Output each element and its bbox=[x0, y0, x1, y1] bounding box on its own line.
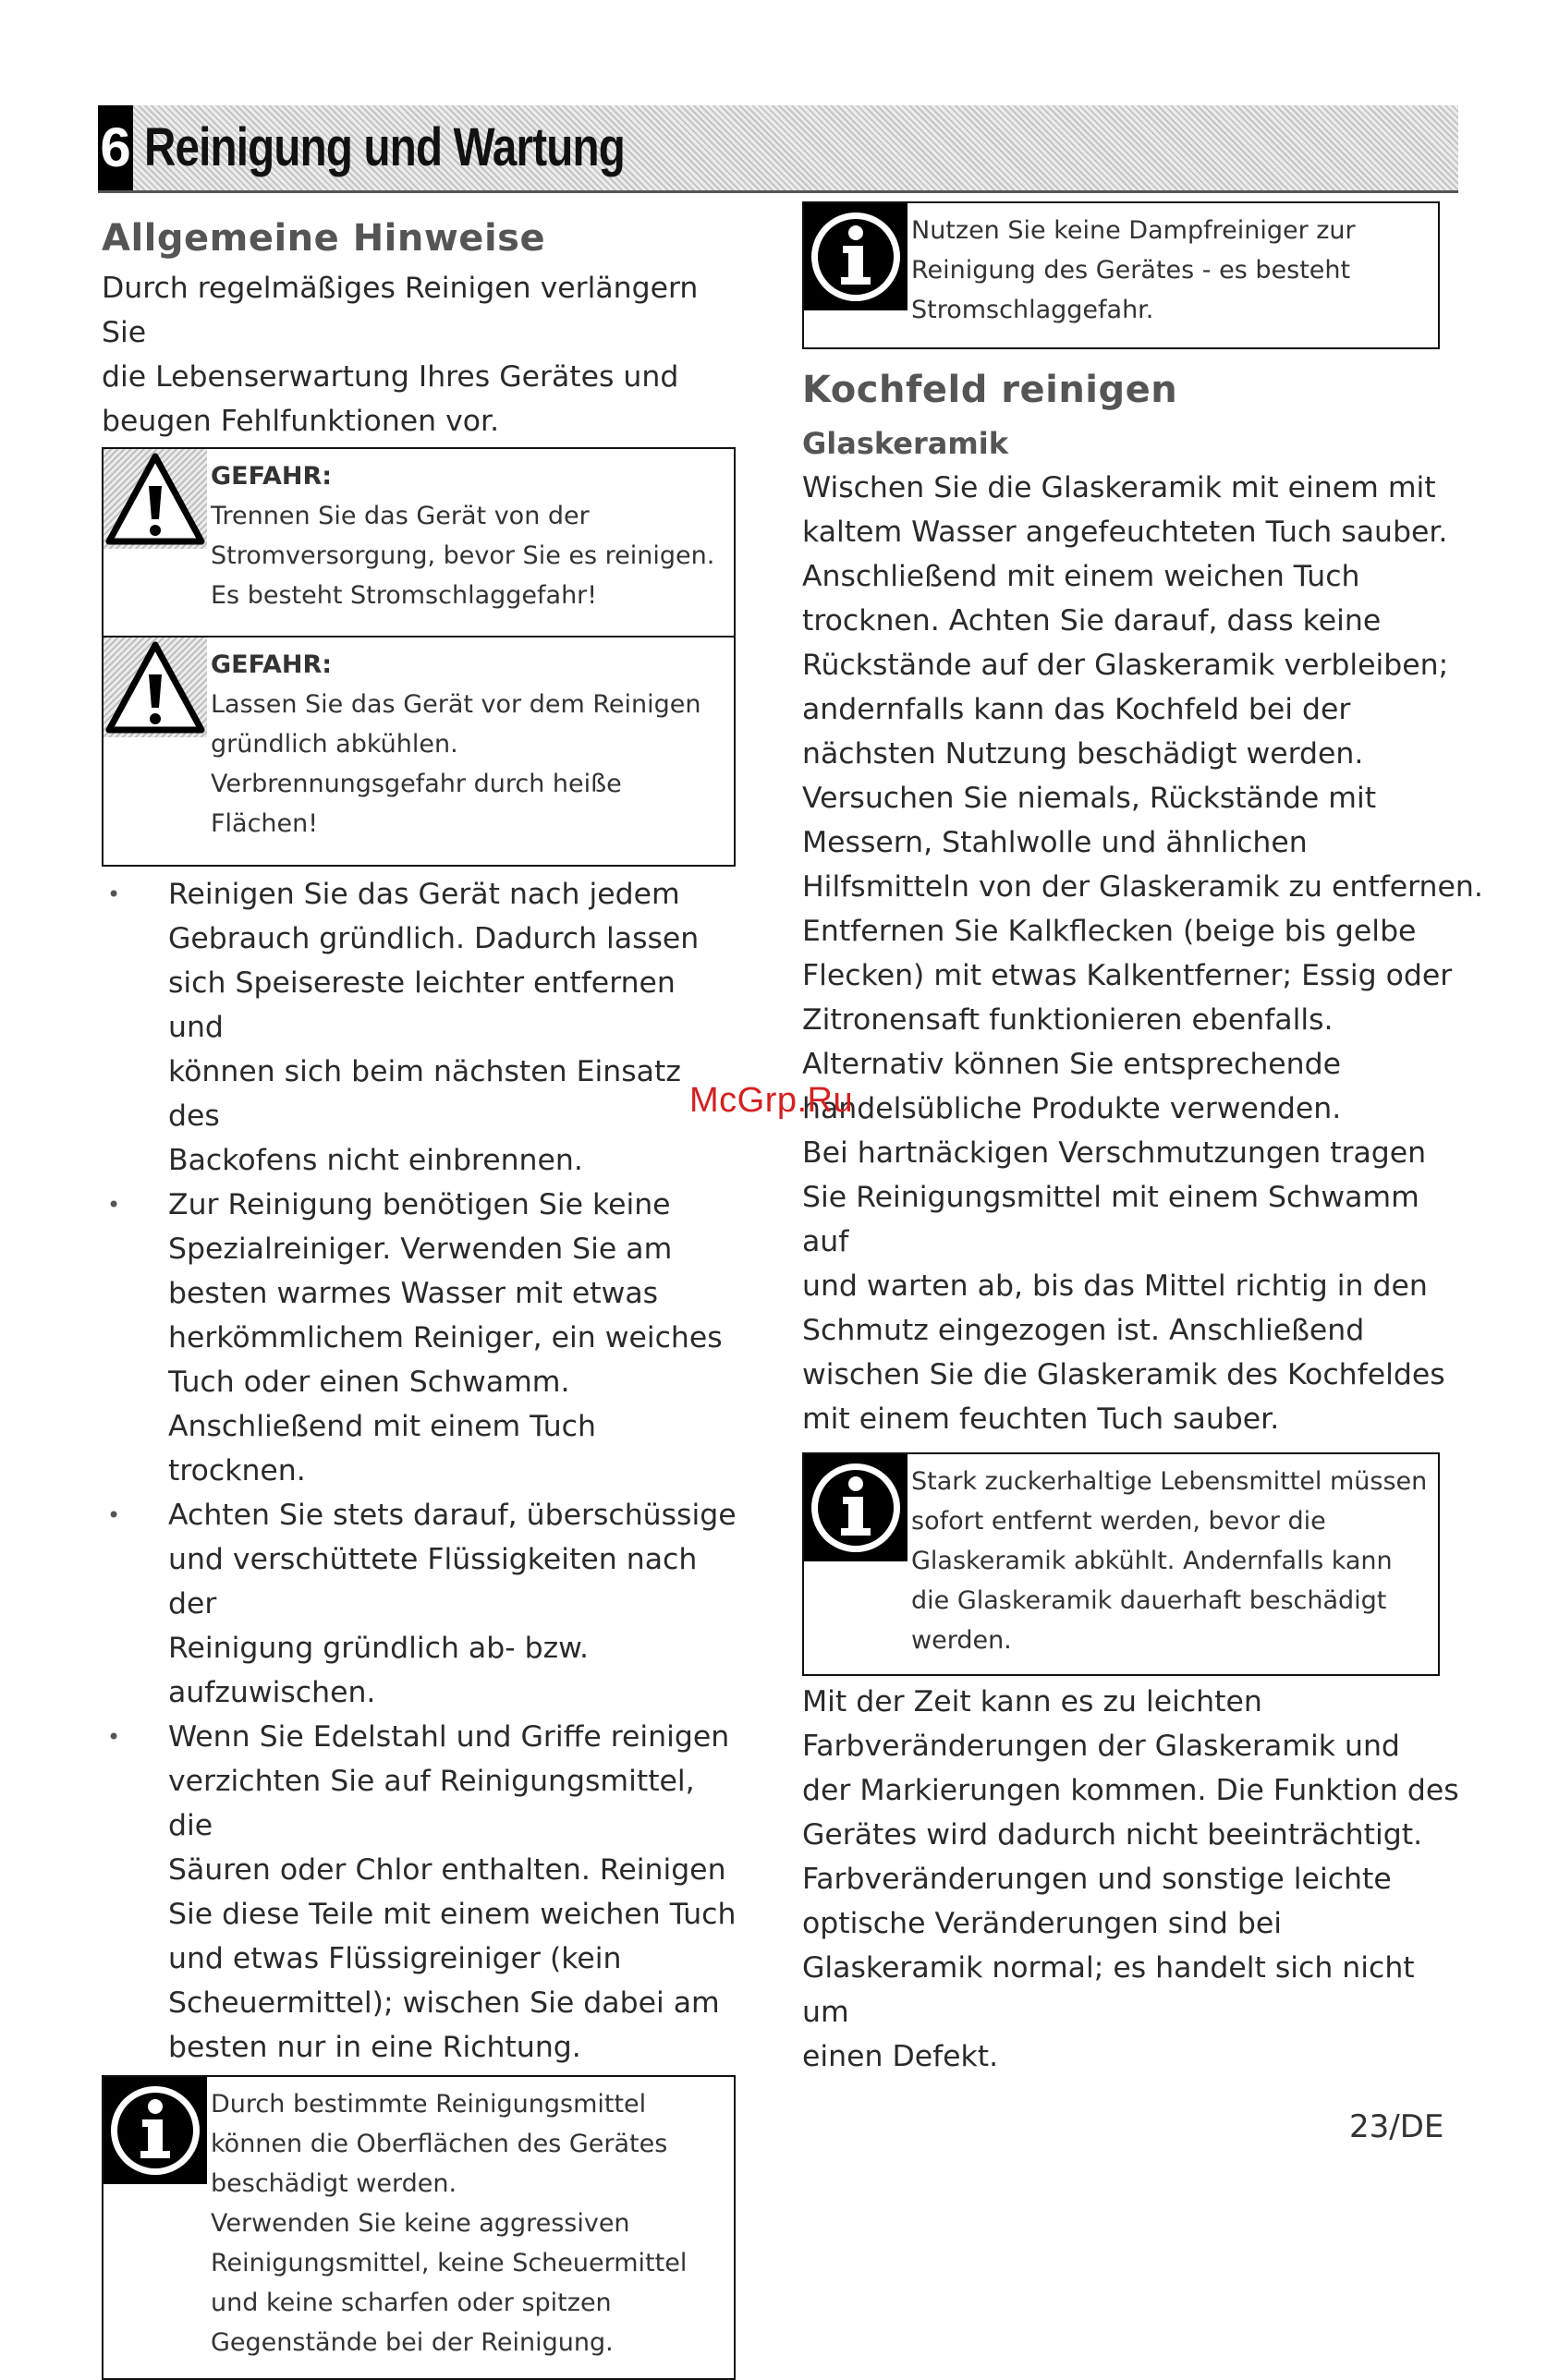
danger-text bbox=[211, 638, 734, 853]
body-line: einen Defekt. bbox=[802, 2040, 999, 2073]
danger-line: Verbrennungsgefahr durch heiße bbox=[211, 770, 622, 798]
list-item-line: Backofens nicht einbrennen. bbox=[168, 1144, 583, 1177]
info-line: die Glaskeramik dauerhaft beschädigt bbox=[911, 1586, 1387, 1615]
info-line: Gegenstände bei der Reinigung. bbox=[211, 2328, 614, 2357]
list-item-line: Säuren oder Chlor enthalten. Reinigen bbox=[168, 1853, 726, 1887]
info-notice-cleaners bbox=[102, 2075, 736, 2380]
body-line: nächsten Nutzung beschädigt werden. bbox=[802, 737, 1364, 771]
list-item-line: Reinigen Sie das Gerät nach jedem bbox=[168, 878, 680, 911]
danger-line: Flächen! bbox=[211, 809, 319, 838]
info-line: Stark zuckerhaltige Lebensmittel müssen bbox=[911, 1467, 1428, 1496]
info-notice-sugar bbox=[802, 1452, 1440, 1676]
body-line: handelsübliche Produkte verwenden. bbox=[802, 1092, 1342, 1125]
page-number: 23/DE bbox=[1349, 2108, 1444, 2145]
list-item-line: Sie diese Teile mit einem weichen Tuch bbox=[168, 1898, 737, 1931]
body-line: Anschließend mit einem weichen Tuch bbox=[802, 560, 1360, 593]
body-line: Schmutz eingezogen ist. Anschließend bbox=[802, 1314, 1365, 1347]
info-line: Stromschlaggefahr. bbox=[911, 296, 1154, 324]
body-line: Alternativ können Sie entsprechende bbox=[802, 1048, 1342, 1081]
danger-label: GEFAHR: bbox=[211, 462, 333, 491]
watermark: McGrp.Ru bbox=[689, 1081, 854, 1120]
body-line: Glaskeramik normal; es handelt sich nicht um bbox=[802, 1951, 1415, 2029]
section-header bbox=[98, 105, 1458, 193]
list-item-line: Tuch oder einen Schwamm. bbox=[168, 1366, 570, 1399]
info-icon bbox=[804, 203, 907, 310]
body-line: Wischen Sie die Glaskeramik mit einem mit bbox=[802, 471, 1436, 504]
cleaning-tips-list bbox=[102, 872, 739, 2070]
info-icon-cell bbox=[104, 2077, 207, 2184]
body-line: Zitronensaft funktionieren ebenfalls. bbox=[802, 1003, 1334, 1037]
body-line: Entfernen Sie Kalkflecken (beige bis gelbe bbox=[802, 915, 1417, 948]
list-item-line: besten warmes Wasser mit etwas bbox=[168, 1277, 659, 1310]
body-line: Hilfsmitteln von der Glaskeramik zu entfernen. bbox=[802, 870, 1483, 904]
list-item-line: besten nur in eine Richtung. bbox=[168, 2031, 581, 2064]
list-item-line: Scheuermittel); wischen Sie dabei am bbox=[168, 1986, 720, 2020]
info-icon-cell bbox=[804, 203, 907, 310]
danger-notice-heat bbox=[102, 636, 736, 867]
info-line: Reinigung des Gerätes - es besteht bbox=[911, 256, 1351, 285]
section-title: Reinigung und Wartung bbox=[144, 117, 625, 177]
info-text bbox=[211, 2077, 734, 2372]
discoloration-text bbox=[802, 1680, 1468, 2079]
danger-notice-power bbox=[102, 447, 736, 638]
list-item-line: Spezialreiniger. Verwenden Sie am bbox=[168, 1232, 673, 1266]
body-line: der Markierungen kommen. Die Funktion des bbox=[802, 1774, 1459, 1807]
body-line: Farbveränderungen der Glaskeramik und bbox=[802, 1730, 1400, 1763]
warning-triangle-icon bbox=[104, 638, 207, 737]
intro-line: beugen Fehlfunktionen vor. bbox=[102, 405, 500, 438]
body-line: Mit der Zeit kann es zu leichten bbox=[802, 1685, 1262, 1718]
info-text bbox=[911, 1454, 1438, 1670]
body-line: Messern, Stahlwolle und ähnlichen bbox=[802, 826, 1308, 859]
info-line: Glaskeramik abkühlt. Andernfalls kann bbox=[911, 1547, 1393, 1575]
body-line: trocknen. Achten Sie darauf, dass keine bbox=[802, 604, 1382, 638]
list-item-line: Reinigung gründlich ab- bzw. bbox=[168, 1632, 590, 1665]
list-item-line: können sich beim nächsten Einsatz des bbox=[168, 1055, 681, 1133]
list-item-line: Achten Sie stets darauf, überschüssige bbox=[168, 1499, 737, 1532]
info-icon-cell bbox=[804, 1454, 907, 1561]
section-number: 6 bbox=[98, 105, 133, 190]
danger-line: gründlich abkühlen. bbox=[211, 730, 458, 759]
info-line: Reinigungsmittel, keine Scheuermittel bbox=[211, 2249, 688, 2277]
list-item-line: Anschließend mit einem Tuch trocknen. bbox=[168, 1410, 596, 1488]
body-line: Gerätes wird dadurch nicht beeinträchtigt. bbox=[802, 1818, 1423, 1852]
warning-icon-cell bbox=[104, 449, 207, 549]
info-line: und keine scharfen oder spitzen bbox=[211, 2289, 612, 2317]
danger-line: Es besteht Stromschlaggefahr! bbox=[211, 581, 598, 610]
body-line: Rückstände auf der Glaskeramik verbleiben; bbox=[802, 649, 1449, 682]
body-line: Flecken) mit etwas Kalkentferner; Essig oder bbox=[802, 959, 1453, 992]
danger-line: Trennen Sie das Gerät von der bbox=[211, 502, 590, 530]
body-line: optische Veränderungen sind bei bbox=[802, 1907, 1283, 1940]
list-item-line: herkömmlichem Reiniger, ein weiches bbox=[168, 1321, 723, 1354]
right-column bbox=[802, 201, 1483, 2079]
intro-line: Durch regelmäßiges Reinigen verlängern Sie bbox=[102, 272, 699, 349]
body-line: Bei hartnäckigen Verschmutzungen tragen bbox=[802, 1136, 1427, 1170]
info-icon bbox=[104, 2077, 207, 2184]
info-line: beschädigt werden. bbox=[211, 2169, 457, 2198]
danger-line: Stromversorgung, bevor Sie es reinigen. bbox=[211, 541, 715, 570]
list-item-line: und verschüttete Flüssigkeiten nach der bbox=[168, 1543, 698, 1621]
body-line: andernfalls kann das Kochfeld bei der bbox=[802, 693, 1351, 726]
body-line: Versuchen Sie niemals, Rückstände mit bbox=[802, 782, 1377, 815]
info-text bbox=[911, 203, 1438, 339]
body-line: Sie Reinigungsmittel mit einem Schwamm auf bbox=[802, 1181, 1419, 1258]
list-item-line: Wenn Sie Edelstahl und Griffe reinigen bbox=[168, 1720, 730, 1754]
list-item-line: Zur Reinigung benötigen Sie keine bbox=[168, 1188, 671, 1221]
list-item bbox=[102, 872, 739, 1183]
list-item bbox=[102, 1493, 739, 1715]
hob-cleaning-heading: Kochfeld reinigen bbox=[802, 369, 1178, 411]
list-item-line: verzichten Sie auf Reinigungsmittel, die bbox=[168, 1765, 695, 1842]
info-line: können die Oberflächen des Gerätes bbox=[211, 2130, 668, 2158]
info-line: sofort entfernt werden, bevor die bbox=[911, 1507, 1326, 1536]
left-column bbox=[102, 211, 739, 2380]
glass-ceramic-text bbox=[802, 466, 1483, 1441]
danger-text bbox=[211, 449, 734, 625]
list-item-line: und etwas Flüssigreiniger (kein bbox=[168, 1942, 622, 1975]
body-line: Farbveränderungen und sonstige leichte bbox=[802, 1863, 1392, 1896]
list-item-line: aufzuwischen. bbox=[168, 1676, 376, 1709]
list-item bbox=[102, 1715, 739, 2070]
info-notice-steam bbox=[802, 201, 1440, 349]
intro-line: die Lebenserwartung Ihres Gerätes und bbox=[102, 360, 679, 394]
body-line: wischen Sie die Glaskeramik des Kochfeldes bbox=[802, 1358, 1445, 1391]
glass-ceramic-subheading: Glaskeramik bbox=[802, 426, 1008, 461]
body-line: kaltem Wasser angefeuchteten Tuch sauber. bbox=[802, 516, 1448, 549]
info-icon bbox=[804, 1454, 907, 1561]
warning-icon-cell bbox=[104, 638, 207, 737]
danger-label: GEFAHR: bbox=[211, 650, 333, 679]
list-item-line: Gebrauch gründlich. Dadurch lassen bbox=[168, 922, 700, 955]
general-notes-heading: Allgemeine Hinweise bbox=[102, 217, 546, 260]
list-item-line: sich Speisereste leichter entfernen und bbox=[168, 966, 676, 1044]
info-line: Nutzen Sie keine Dampfreiniger zur bbox=[911, 216, 1356, 245]
info-line: Verwenden Sie keine aggressiven bbox=[211, 2209, 630, 2238]
danger-line: Lassen Sie das Gerät vor dem Reinigen bbox=[211, 690, 701, 719]
list-item bbox=[102, 1183, 739, 1493]
warning-triangle-icon bbox=[104, 449, 207, 549]
info-line: Durch bestimmte Reinigungsmittel bbox=[211, 2090, 647, 2119]
body-line: und warten ab, bis das Mittel richtig in den bbox=[802, 1269, 1428, 1303]
info-line: werden. bbox=[911, 1626, 1012, 1655]
body-line: mit einem feuchten Tuch sauber. bbox=[802, 1402, 1280, 1436]
